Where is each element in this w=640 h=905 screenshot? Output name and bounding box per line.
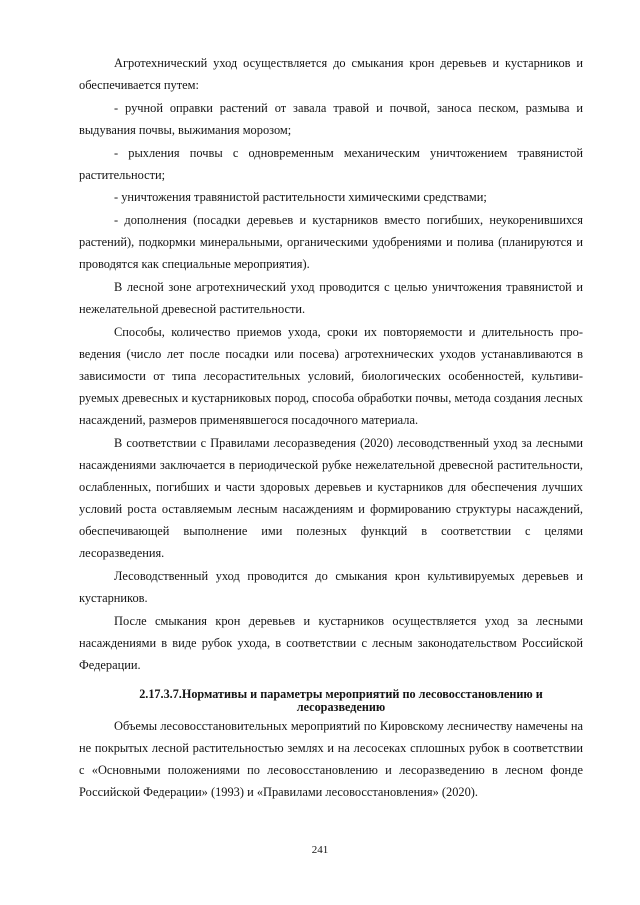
list-item-manual-correction: - ручной оправки растений от завала травой и почвой, заноса песком, размыва и выдувания почвы, выжимания морозом; (79, 100, 583, 137)
section-heading: 2.17.3.7.Нормативы и параметры мероприятий по лесовосстановлению и лесоразведению (139, 686, 543, 715)
paragraph-reforestation-volumes: Объемы лесовосстановительных мероприятий по Кировскому лесничеству намечены на не покрытых лесной растительностью землях и на лесосеках сплошных рубок в соответствии с «Основными положениями по лесовосстановлению и лесоразведению в лесном фонде Российской Федерации» (1993) и «Правилами лесовосстановления» (2020). (79, 718, 583, 800)
paragraph-afforestation-rules: В соответствии с Правилами лесоразведения (2020) лесоводственный уход за лесными насаждениями заключается в периодической рубке нежелательной древесной растительности, ослабленных, погибших и части здоровых деревьев и кустарников для обеспечения лучших условий роста оставляемым лесным насаждениям и формированию структуры насаждений, обеспечивающей выполнение ими полезных функций в соответствии с целями лесоразведения. (79, 435, 583, 561)
list-item-soil-loosening: - рыхления почвы с одновременным механическим уничтожением травянистой растительности; (79, 145, 583, 182)
paragraph-silvicultural-care: Лесоводственный уход проводится до смыкания крон культивируемых деревьев и кустарников. (79, 568, 583, 605)
list-item-chemical-weeding: - уничтожения травянистой растительности химическими средствами; (114, 190, 487, 205)
page-number: 241 (311, 844, 329, 856)
paragraph-agrotechnical-care: Агротехнический уход осуществляется до смыкания крон деревьев и кустарников и обеспечивается путем: (79, 56, 583, 93)
paragraph-after-canopy-closure: После смыкания крон деревьев и кустарников осуществляется уход за лесными насаждениями в виде рубок ухода, в соответствии с лесным законодательством Российской Федерации. (79, 613, 583, 672)
list-item-replanting: - дополнения (посадки деревьев и кустарников вместо погибших, неукоренившихся растений), подкормки минеральными, органическими удобрениями и полива (планируются и проводятся как специальные мероприятия). (79, 213, 583, 272)
paragraph-care-methods: Способы, количество приемов ухода, сроки их повторяемости и длительность проведения (число лет после посадки или посева) агротехнических уходов устанавливаются в зависимости от типа лесорастительных условий, биологических особенностей, культивируемых древесных и кустарниковых пород, способа обработки почвы, метода создания лесных насаждений, размеров применявшегося посадочного материала. (79, 324, 583, 428)
paragraph-forest-zone: В лесной зоне агротехнический уход проводится с целью уничтожения травянистой и нежелательной древесной растительности. (79, 279, 583, 316)
document-page (79, 52, 583, 803)
